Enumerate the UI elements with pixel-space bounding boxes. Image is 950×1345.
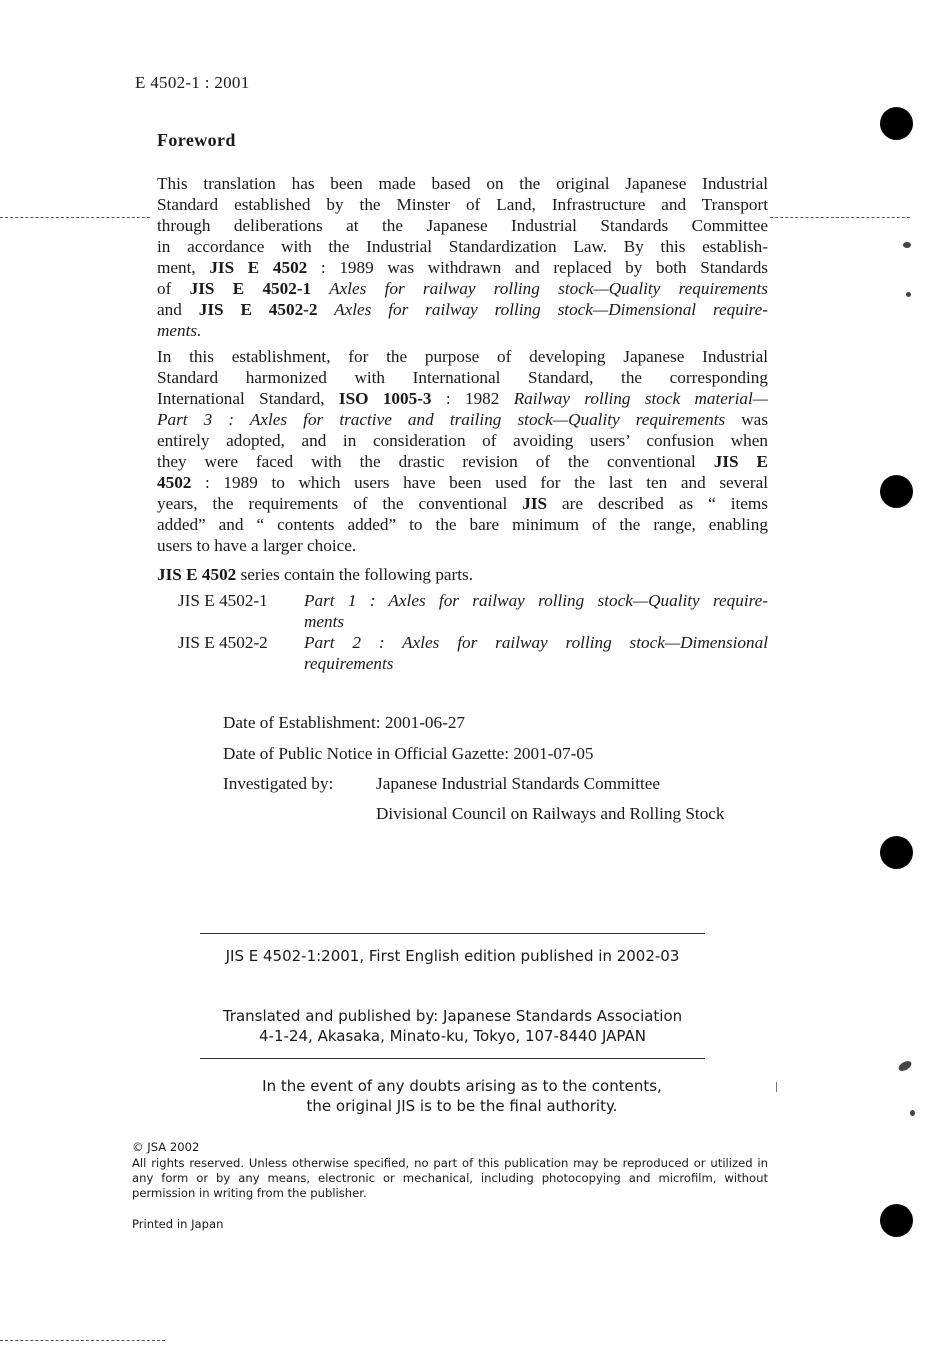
text-line: of JIS E 4502-1 Axles for railway rolling stock—Quality requirements <box>157 279 768 298</box>
jis-reference: JIS E 4502-2 <box>198 300 318 319</box>
scan-speck <box>906 292 911 297</box>
text-line: through deliberations at the Japanese Industrial Standards Committee <box>157 216 768 235</box>
foreword-paragraph-2 <box>157 346 768 556</box>
jis-reference: JIS E 4502 <box>209 258 308 277</box>
edition-notice: JIS E 4502-1:2001, First English edition published in 2002-03 <box>225 947 680 965</box>
scan-speck <box>776 1082 777 1092</box>
text-line: Standard established by the Minster of Land, Infrastructure and Transport <box>157 195 768 214</box>
document-id-header: E 4502-1 : 2001 <box>135 73 250 92</box>
binding-hole-mark <box>880 836 913 869</box>
binding-hole-mark <box>880 475 913 508</box>
text-line: 4502 : 1989 to which users have been used for the last ten and several <box>157 473 768 492</box>
part-title: Part 2 : Axles for railway rolling stock—Dimensional requirements <box>304 633 768 673</box>
scan-artifact-dashes <box>770 217 910 218</box>
jis-reference: JIS E 4502-1 <box>189 279 312 298</box>
text-line: In this establishment, for the purpose of developing Japanese Industrial <box>157 347 768 366</box>
iso-reference: ISO 1005-3 <box>338 389 432 408</box>
public-notice-date: Date of Public Notice in Official Gazette: 2001-07-05 <box>223 744 594 763</box>
part-title: Part 1 : Axles for railway rolling stock—Quality require- ments <box>304 591 768 631</box>
investigating-council: Divisional Council on Railways and Rolling Stock <box>376 804 725 823</box>
rights-notice: All rights reserved. Unless otherwise specified, no part of this publication may be reproduced or utilized in any form or by any means, electronic or mechanical, including photocopying and microfilm, without permission in writing from the publisher. <box>132 1156 768 1200</box>
text-line: Standard harmonized with International Standard, the corresponding <box>157 368 768 387</box>
scan-speck <box>897 1059 913 1073</box>
divider-top <box>200 933 705 934</box>
text-line: This translation has been made based on the original Japanese Industrial <box>157 174 768 193</box>
series-intro: JIS E 4502 series contain the following parts. <box>157 565 474 584</box>
part-code: JIS E 4502-1 <box>178 591 268 610</box>
text-line: and JIS E 4502-2 Axles for railway rolling stock—Dimensional require- <box>157 300 768 319</box>
jis-reference: JIS E 4502 <box>157 565 237 584</box>
copyright-notice: © JSA 2002 <box>132 1140 200 1154</box>
foreword-paragraph-1 <box>157 173 768 341</box>
jis-reference: 4502 <box>157 473 192 492</box>
publisher-line: Translated and published by: Japanese Standards Association <box>222 1007 683 1025</box>
binding-hole-mark <box>880 1204 913 1237</box>
text-line: ment, JIS E 4502 : 1989 was withdrawn and replaced by both Standards <box>157 258 768 277</box>
authority-notice-line-1: In the event of any doubts arising as to the contents, <box>262 1077 662 1095</box>
text-line: International Standard, ISO 1005-3 : 1982 Railway rolling stock material— <box>157 389 769 408</box>
investigated-by-label: Investigated by: <box>223 774 334 793</box>
part-list-item <box>178 590 768 632</box>
scan-speck <box>910 1110 915 1116</box>
scan-speck <box>903 242 911 248</box>
text-line: ments. <box>157 321 202 340</box>
scan-artifact-dashes <box>0 1340 165 1341</box>
printed-in-notice: Printed in Japan <box>132 1217 224 1231</box>
divider-bottom <box>200 1058 705 1059</box>
text-line: years, the requirements of the conventional JIS are described as “ items <box>157 494 768 513</box>
text-line: they were faced with the drastic revision of the conventional JIS E <box>157 452 768 471</box>
authority-notice-line-2: the original JIS is to be the final authority. <box>306 1097 618 1115</box>
text-line: users to have a larger choice. <box>157 536 357 555</box>
text-line: entirely adopted, and in consideration of avoiding users’ confusion when <box>157 431 768 450</box>
binding-hole-mark <box>880 107 913 140</box>
foreword-heading: Foreword <box>157 130 236 150</box>
jis-reference: JIS E <box>713 452 768 471</box>
part-list-item <box>178 632 768 674</box>
investigating-committee: Japanese Industrial Standards Committee <box>376 774 661 793</box>
part-code: JIS E 4502-2 <box>178 633 268 652</box>
text-line: in accordance with the Industrial Standardization Law. By this establish- <box>157 237 768 256</box>
text-line: Part 3 : Axles for tractive and trailing stock—Quality requirements was <box>157 410 769 429</box>
text-line: added” and “ contents added” to the bare minimum of the range, enabling <box>157 515 768 534</box>
scan-artifact-dashes <box>0 217 150 218</box>
establishment-date: Date of Establishment: 2001-06-27 <box>223 713 466 732</box>
jis-reference: JIS <box>522 494 548 513</box>
publisher-address: 4-1-24, Akasaka, Minato-ku, Tokyo, 107-8440 JAPAN <box>259 1027 646 1045</box>
